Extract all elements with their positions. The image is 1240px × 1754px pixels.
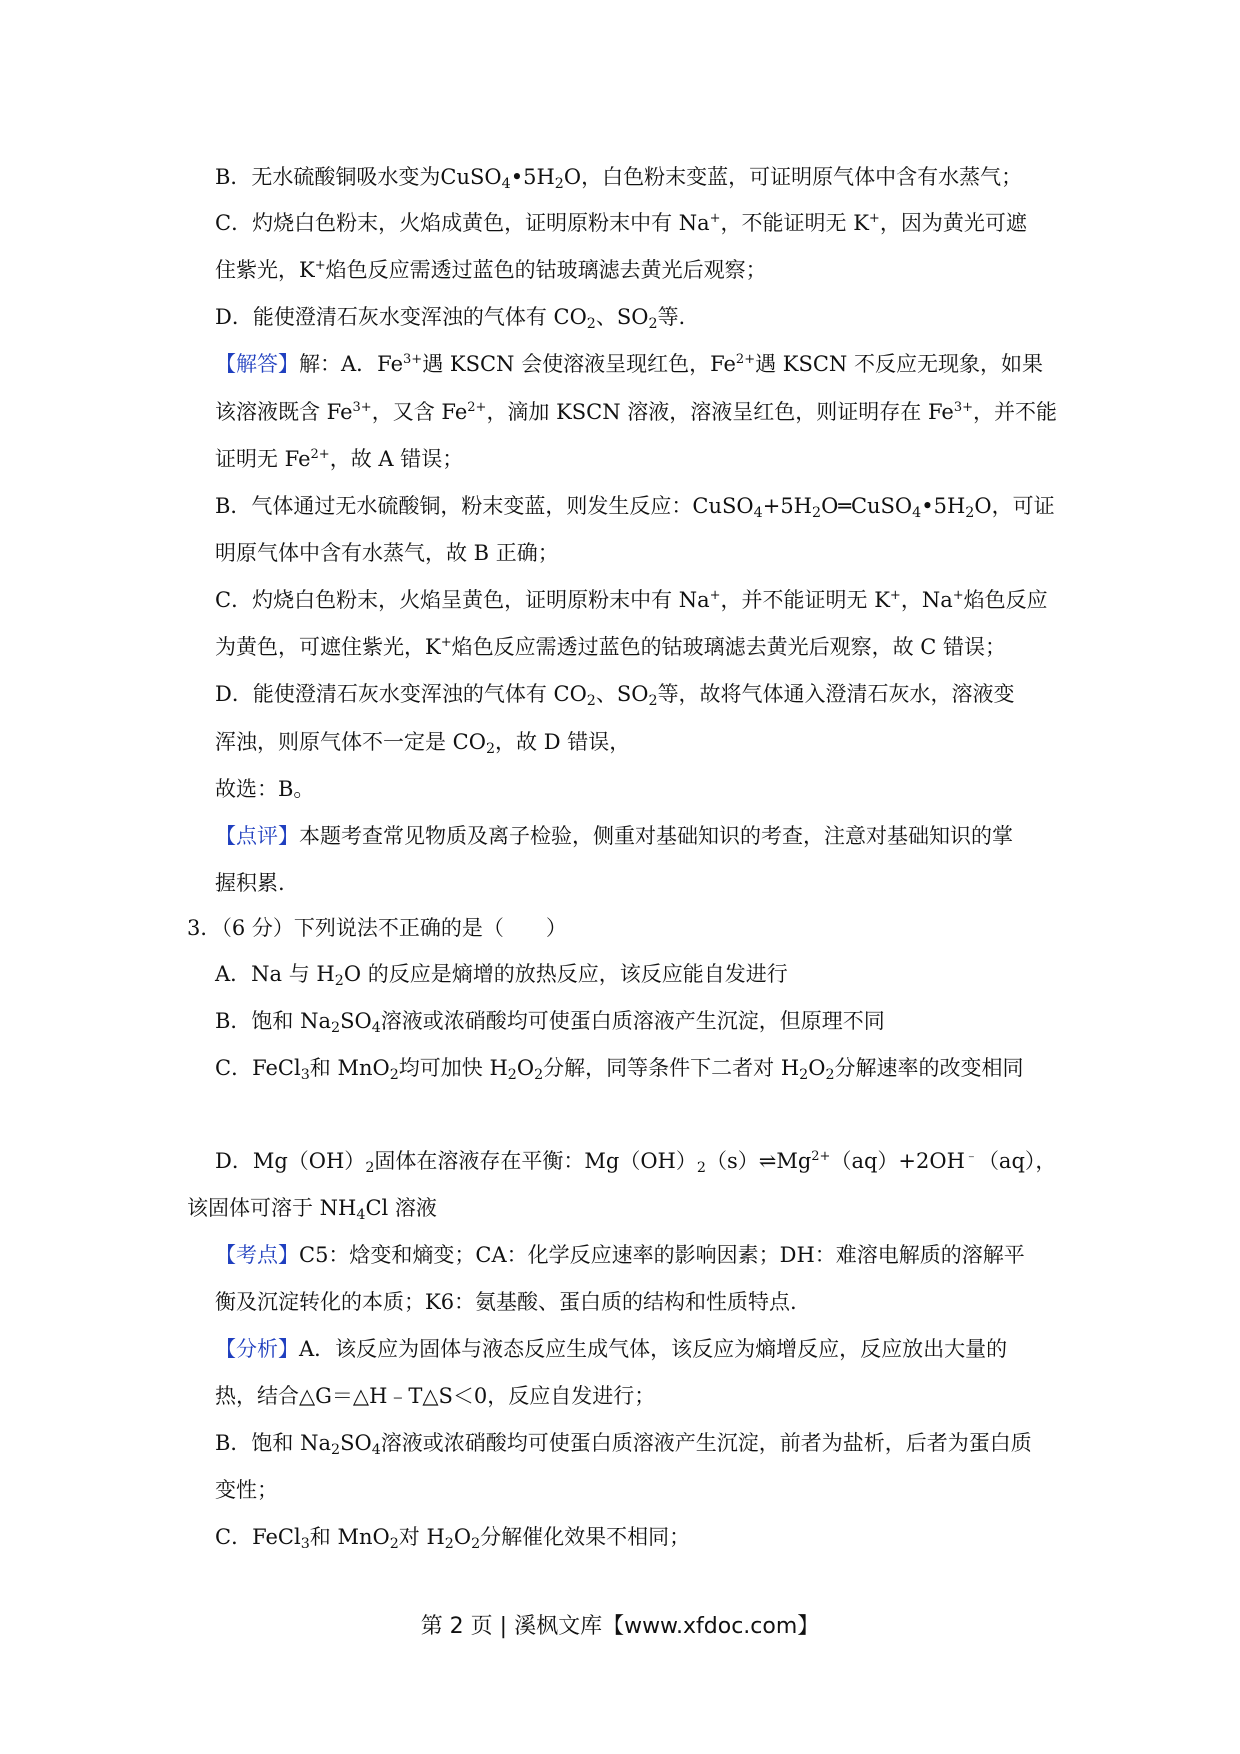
- text-line: [215, 162, 1022, 192]
- superscript: 2+: [467, 399, 487, 415]
- subscript: 3: [300, 1535, 310, 1552]
- text-segment: ，滴加 KSCN 溶液，溶液呈红色，则证明存在 Fe: [486, 400, 954, 424]
- text-segment: •5H: [510, 165, 555, 189]
- subscript: 2: [331, 1019, 341, 1036]
- subscript: 4: [371, 1019, 381, 1036]
- text-segment: ，不能证明无 K: [720, 211, 869, 235]
- subscript: 2: [485, 740, 496, 757]
- text-segment: 、SO: [595, 682, 649, 706]
- text-segment: 分解催化效果不相同；: [480, 1525, 691, 1549]
- text-line: [215, 349, 1043, 379]
- text-line: [215, 1428, 1032, 1458]
- text-segment: O: [453, 1525, 472, 1549]
- text-segment: 溶液或浓硝酸均可使蛋白质溶液产生沉淀，前者为盐析，后者为蛋白质: [380, 1431, 1032, 1455]
- text-segment: （aq），: [977, 1149, 1057, 1173]
- subscript: 2: [389, 1066, 399, 1083]
- subscript: 2: [534, 1066, 544, 1083]
- text-line: [215, 255, 767, 285]
- text-line: [215, 1522, 690, 1552]
- section-tag: 【解答】: [215, 352, 299, 376]
- text-segment: 固体在溶液存在平衡：Mg（OH）: [374, 1149, 697, 1173]
- text-segment: C．FeCl: [215, 1056, 301, 1080]
- subscript: 2: [554, 175, 564, 192]
- text-segment: 该固体可溶于 NH: [187, 1196, 357, 1220]
- text-segment: （aq）+2OH: [830, 1149, 965, 1173]
- subscript: 2: [507, 1066, 517, 1083]
- subscript: 4: [753, 504, 763, 521]
- text-segment: D．能使澄清石灰水变浑浊的气体有 CO: [215, 682, 587, 706]
- text-segment: 浑浊，则原气体不一定是 CO: [215, 730, 486, 754]
- superscript: +: [314, 257, 326, 273]
- text-segment: B．饱和 Na: [215, 1431, 332, 1455]
- subscript: 2: [334, 972, 344, 989]
- text-segment: 证明无 Fe: [215, 447, 311, 471]
- text-segment: 焰色反应: [963, 588, 1048, 612]
- text-segment: O═CuSO: [821, 494, 913, 518]
- subscript: 2: [586, 692, 596, 709]
- text-segment: 衡及沉淀转化的本质；K6：氨基酸、蛋白质的结构和性质特点.: [215, 1290, 797, 1314]
- text-segment: 和 MnO: [309, 1056, 390, 1080]
- text-segment: B．气体通过无水硫酸铜，粉末变蓝，则发生反应：CuSO: [215, 494, 754, 518]
- text-segment: B．饱和 Na: [215, 1009, 332, 1033]
- subscript: 2: [471, 1535, 481, 1552]
- text-line: [215, 208, 1027, 238]
- subscript: 2: [648, 315, 658, 332]
- subscript: 2: [812, 504, 822, 521]
- section-tag: 【考点】: [215, 1243, 299, 1267]
- subscript: 2: [965, 504, 975, 521]
- text-line: [215, 538, 559, 568]
- superscript: +: [868, 210, 880, 226]
- subscript: 3: [300, 1066, 310, 1083]
- text-segment: O，白色粉末变蓝，可证明原气体中含有水蒸气；: [563, 165, 1023, 189]
- text-line: [215, 1475, 278, 1505]
- text-segment: SO: [340, 1431, 372, 1455]
- text-line: [215, 444, 463, 474]
- text-segment: D．Mg（OH）: [215, 1149, 366, 1173]
- text-segment: ，又含 Fe: [371, 400, 468, 424]
- text-segment: O 的反应是熵增的放热反应，该反应能自发进行: [343, 962, 788, 986]
- text-line: [215, 1381, 655, 1411]
- text-segment: ，因为黄光可遮: [879, 211, 1027, 235]
- text-segment: 溶液或浓硝酸均可使蛋白质溶液产生沉淀，但原理不同: [380, 1009, 885, 1033]
- text-segment: ，故 A 错误；: [329, 447, 464, 471]
- text-line: [215, 302, 685, 332]
- superscript: +: [889, 587, 901, 603]
- superscript: 3+: [953, 399, 974, 415]
- text-segment: 均可加快 H: [398, 1056, 508, 1080]
- section-tag: 【点评】: [215, 824, 299, 848]
- text-segment: C5：焓变和熵变；CA：化学反应速率的影响因素；DH：难溶电解质的溶解平: [299, 1243, 1025, 1267]
- text-line: [215, 1334, 1007, 1364]
- superscript: 3+: [352, 399, 372, 415]
- subscript: 2: [696, 1159, 706, 1176]
- text-segment: 解：A．Fe: [299, 352, 404, 376]
- text-line: [215, 1006, 885, 1036]
- text-line: [215, 959, 788, 989]
- text-line: [215, 821, 1013, 851]
- text-line: [215, 585, 1048, 615]
- superscript: +: [709, 210, 721, 226]
- text-segment: ，故 D 错误，: [495, 730, 631, 754]
- page-footer: 第 2 页 | 溪枫文库【www.xfdoc.com】: [420, 1614, 820, 1639]
- text-line: [215, 397, 1057, 427]
- subscript: 2: [365, 1159, 375, 1176]
- text-segment: O: [516, 1056, 535, 1080]
- superscript: +: [709, 587, 721, 603]
- text-segment: （s）⇌Mg: [705, 1149, 812, 1173]
- text-segment: ，并不能证明无 K: [720, 588, 890, 612]
- text-line: [215, 727, 630, 757]
- text-segment: 焰色反应需透过蓝色的钴玻璃滤去黄光后观察，故 C 错误；: [451, 635, 1007, 659]
- text-segment: ，并不能: [973, 400, 1058, 424]
- text-segment: A．该反应为固体与液态反应生成气体，该反应为熵增反应，反应放出大量的: [299, 1337, 1008, 1361]
- text-segment: 本题考查常见物质及离子检验，侧重对基础知识的考查，注意对基础知识的掌: [299, 824, 1013, 848]
- superscript: 2+: [735, 351, 756, 367]
- subscript: 4: [912, 504, 922, 521]
- text-line: [215, 868, 285, 898]
- subscript: 4: [356, 1206, 366, 1223]
- text-segment: 该溶液既含 Fe: [215, 400, 353, 424]
- subscript: 2: [648, 692, 658, 709]
- text-line: [215, 632, 1006, 662]
- text-segment: C．灼烧白色粉末，火焰成黄色，证明原粉末中有 Na: [215, 211, 710, 235]
- text-segment: 、SO: [595, 305, 649, 329]
- text-line: [215, 1240, 1025, 1270]
- subscript: 2: [825, 1066, 835, 1083]
- superscript: +: [952, 587, 964, 603]
- text-segment: C．灼烧白色粉末，火焰呈黄色，证明原粉末中有 Na: [215, 588, 710, 612]
- subscript: 4: [371, 1441, 381, 1458]
- text-segment: 住紫光，K: [215, 258, 315, 282]
- text-segment: 等.: [657, 305, 686, 329]
- text-line: [215, 1053, 1024, 1083]
- subscript: 2: [444, 1535, 454, 1552]
- text-segment: 遇 KSCN 会使溶液呈现红色，Fe: [422, 352, 736, 376]
- superscript: 2+: [310, 446, 330, 462]
- text-segment: O，可证: [974, 494, 1055, 518]
- subscript: 2: [389, 1535, 399, 1552]
- subscript: 4: [501, 175, 511, 192]
- text-segment: A．Na 与 H: [215, 962, 335, 986]
- text-segment: C．FeCl: [215, 1525, 301, 1549]
- text-segment: O: [808, 1056, 826, 1080]
- text-line: [215, 491, 1055, 521]
- text-segment: •5H: [921, 494, 966, 518]
- text-segment: 变性；: [215, 1478, 278, 1502]
- text-segment: D．能使澄清石灰水变浑浊的气体有 CO: [215, 305, 587, 329]
- superscript: ﹣: [964, 1148, 978, 1164]
- subscript: 2: [586, 315, 596, 332]
- text-segment: 遇 KSCN 不反应无现象，如果: [755, 352, 1043, 376]
- text-line: [215, 1146, 1056, 1176]
- text-segment: 握积累.: [215, 871, 285, 895]
- superscript: 2+: [811, 1148, 831, 1164]
- text-segment: 焰色反应需透过蓝色的钴玻璃滤去黄光后观察；: [325, 258, 767, 282]
- text-line: [187, 1193, 437, 1223]
- superscript: 3+: [403, 351, 423, 367]
- text-line: [215, 679, 1015, 709]
- text-segment: Cl 溶液: [365, 1196, 437, 1220]
- text-line: [215, 1287, 797, 1317]
- text-line: [187, 913, 567, 943]
- text-segment: 为黄色，可遮住紫光，K: [215, 635, 441, 659]
- text-segment: 3．（6 分）下列说法不正确的是（ ）: [187, 916, 567, 940]
- text-segment: 分解速率的改变相同: [834, 1056, 1024, 1080]
- text-segment: 热，结合△G＝△H﹣T△S＜0，反应自发进行；: [215, 1384, 656, 1408]
- subscript: 2: [331, 1441, 341, 1458]
- text-segment: 对 H: [398, 1525, 445, 1549]
- text-segment: ，Na: [900, 588, 953, 612]
- text-segment: B．无水硫酸铜吸水变为CuSO: [215, 165, 502, 189]
- text-segment: +5H: [762, 494, 812, 518]
- text-segment: 故选：B。: [215, 777, 315, 801]
- text-segment: SO: [340, 1009, 372, 1033]
- text-segment: 明原气体中含有水蒸气，故 B 正确；: [215, 541, 559, 565]
- text-segment: 和 MnO: [309, 1525, 390, 1549]
- subscript: 2: [799, 1066, 809, 1083]
- section-tag: 【分析】: [215, 1337, 299, 1361]
- text-segment: 等，故将气体通入澄清石灰水，溶液变: [657, 682, 1015, 706]
- superscript: +: [440, 634, 452, 650]
- text-segment: 分解，同等条件下二者对 H: [543, 1056, 800, 1080]
- text-line: [215, 774, 314, 804]
